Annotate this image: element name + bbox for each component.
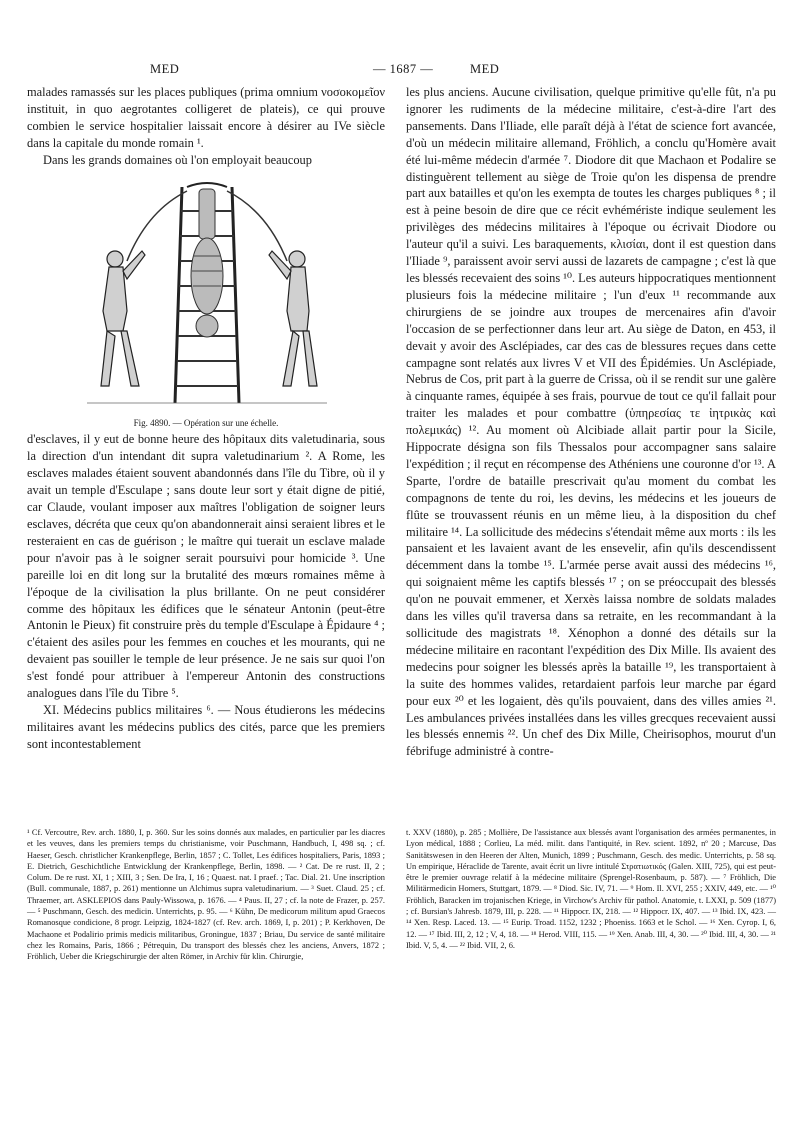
- left-paragraph-3: d'esclaves, il y eut de bonne heure des hôpitaux dits valetudinaria, sous la direction d'un intendant dit supra valetudinarium ². A Rome, les esclaves malades étaient souvent abandonnés dans l'île du Tibre, où il y avait un temple d'Esculape ; sans doute leur sort y était digne de pitié, car Claude, voulant imposer aux maîtres l'obligation de soigner leurs esclaves, décréta que ceux qu'on abandonnerait ainsi seraient libres et le resteraient en cas de guérison ; le maître qui tuerait un esclave malade pour n'avoir pas à le soigner serait poursuivi pour homicide ³. Une pareille loi en dit long sur la brutalité des mœurs romaines même à l'époque de la civilisation la plus brillante. On ne peut considérer comme des hôpitaux les édifices que le sénateur Antonin (peut-être Antonin le Pieux) fit construire près du temple d'Esculape à Épidaure ⁴ ; c'étaient des asiles pour les femmes en couches et les mourants, qui ne devaient pas souiller le temple de leur présence. Je ne sais sur quoi l'on s'est fondé pour attribuer à l'empereur Antonin des constructions analogues dans l'île du Tibre ⁵.: [27, 432, 385, 701]
- left-paragraph-4: XI. Médecins publics militaires ⁶. — Nous étudierons les médecins militaires avant les médecins publics des cités, parce que les premiers sont incontestablement: [27, 702, 385, 751]
- figure-ladder-operation: [27, 181, 385, 415]
- header-right: MED: [470, 62, 500, 76]
- running-header: [0, 62, 800, 82]
- left-column: [27, 84, 385, 753]
- footnotes-right-text: t. XXV (1880), p. 285 ; Mollière, De l'assistance aux blessés avant l'organisation des armées permanentes, in Lyon médical, 1888 ; Corlieu, La méd. milit. dans l'antiquité, in Rev. scient. 1892, nº 20 ; Marcuse, Das Sanitätswesen in den Heeren der Alten, Munich, 1899 ; Puschmann, Gesch. des medic. Unterrichts, p. 58 sq. Un empirique, Héraclide de Tarente, avait écrit un livre intitulé Στρατιωτικός (Galen. XIII, 725), qui est peut-être le premier ouvrage relatif à la médecine militaire (Sprengel-Rosenbaum, p. 587). — ⁷ Fröhlich, Die Militärmedicin Homers, Stuttgart, 1879. — ⁸ Diod. Sic. IV, 71. — ⁹ Hom. Il. XVI, 255 ; XXIV, 449, etc. — ¹⁰ Fröhlich, Baracken im trojanischen Kriege, in Virchow's Archiv für pathol. Anatomie, t. LXXI, p. 509 (1877) ; cf. Bursian's Jahresb. 1879, III, p. 228. — ¹¹ Hippocr. IX, 218. — ¹² Hippocr. IX, 407. — ¹³ Ibid. IX, 423. — ¹⁴ Xen. Resp. Laced. 13. — ¹⁵ Eurip. Troad. 1152, 1232 ; Phoeniss. 1663 et le Schol. — ¹⁶ Xen. Cyrop. I, 6, 12. — ¹⁷ Ibid. III, 2, 12 ; V, 4, 18. — ¹⁸ Herod. VIII, 115. — ¹⁹ Xen. Anab. III, 4, 30. — ²⁰ Ibid. III, 4, 30. — ²¹ Ibid. V, 5, 4. — ²² Ibid. VII, 2, 6.: [406, 828, 776, 950]
- left-paragraph-2: Dans les grands domaines où l'on employait beaucoup: [43, 152, 312, 167]
- footnotes-left: [27, 827, 385, 963]
- ladder-operation-illustration: [87, 181, 327, 415]
- header-left: MED: [150, 62, 180, 76]
- footnotes-left-text: ¹ Cf. Vercoutre, Rev. arch. 1880, I, p. 360. Sur les soins donnés aux malades, en particulier par les diacres et les veuves, dans les premiers temps du christianisme, voir Puschmann, Handbuch, I, 498 sq. ; cf. Haeser, Gesch. christlicher Krankenpflege, Berlin, 1857 ; C. Tollet, Les édifices hospitaliers, Paris, 1893 ; E. Dietrich, Geschichtliche Entwicklung der Krankenpflege, Berlin, 1898. — ² Cat. De re rust. II, 2 ; Colum. De re rust. XI, 1 ; XIII, 3 ; Sen. De Ira, I, 16 ; Quaest. nat. I praef. ; Tac. Dial. 21. Une inscription (Bull. communale, 1887, p. 261) mentionne un Alchimus supra valetudinarium. — ³ Suet. Claud. 25 ; cf. Thraemer, art. ASKLEPIOS dans Pauly-Wissowa, p. 1676. — ⁴ Paus. II, 27 ; cf. la note de Frazer, p. 257. — ⁵ Puschmann, Gesch. des medicin. Unterrichts, p. 95. — ⁶ Kühn, De medicorum militum apud Graecos Romanosque condicione, 8 progr. Leipzig, 1824-1827 (cf. Rev. arch. 1869, I, p. 201) ; P. Kerkhoven, De Machaone et Podalirio primis medicis militaribus, Groningue, 1837 ; Briau, Du service de santé militaire chez les Romains, Paris, 1866 ; Pétrequin, Du transport des blessés chez les anciens, Anvers, 1872 ; Fröhlich, Ueber die Kriegschirurgie der alten Römer, in Archiv für klin. Chirurgie,: [27, 828, 385, 962]
- right-column: [406, 84, 776, 760]
- left-paragraph-1: malades ramassés sur les places publiques (prima omnium νοσοκομεῖον instituit, in quo aegrotantes colligeret de plateis), ce qui prouve combien le service hospitalier laissait encore à désirer au IVe siècle dans la capitale du monde romain ¹.: [27, 85, 385, 150]
- right-paragraph-1: les plus anciens. Aucune civilisation, quelque primitive qu'elle fût, n'a pu ignorer les rudiments de la médecine militaire, c'est-à-dire l'art des pansements. Dans l'Iliade, elle paraît déjà à l'état de science fort avancée, d'où un médecin militaire allemand, Fröhlich, a conclu qu'Homère avait été lui-même médecin d'armée ⁷. Diodore dit que Machaon et Podalire se distinguèrent tellement au siège de Troie qu'on les dispensa de prendre part aux batailles et qu'on les exempta de toutes les charges publiques ⁸ ; il est à peine besoin de dire que ce récit evhémériste indique seulement les privilèges des médecins militaires à l'époque ou écrivait Diodore ou l'auteur qu'il a suivi. Les baraquements, κλισίαι, dont il est question dans l'Iliade ⁹, paraissent avoir servi aussi de lazarets de campagne ; c'est là que les blessés recevaient des soins ¹⁰. Les auteurs hippocratiques mentionnent plusieurs fois la médecine militaire ; l'un d'eux ¹¹ recommande aux chirurgiens de se joindre aux troupes de mercenaires afin d'avoir l'occasion de se perfectionner dans leur art. Au siège de Daton, en 453, il devait y avoir des Asclépiades, car des cas de blessures reçues dans cette campagne sont relatés aux livres V et VII des Épidémies. Un Asclépiade, Nebrus de Cos, prit part à la guerre de Crissa, où il se rendit sur une galère à cinquante rames, équipée à ses frais, pourvue de tout ce qu'il fallait pour traiter les malades et pour combattre (ὑπηρεσίας τε ἰητρικὰς καὶ πολεμικάς) ¹². Au moment où Alcibiade allait partir pour la Sicile, Hippocrate désigna son fils Thessalos pour accompagner sans salaire l'expédition ; il reçut en récompense des Athéniens une couronne d'or ¹³. A Sparte, l'ordre de bataille prescrivait qu'au moment du combat les compagnons de tente du roi, les devins, les médecins et les joueurs de flûte se trouvassent réunis en un même lieu, à la disposition du chef militaire ¹⁴. La sollicitude des médecins s'étendait même aux morts : ils les pansaient et les lavaient avant de les ensevelir, afin qu'ils descendissent décemment dans la tombe ¹⁵. L'armée perse avait aussi des médecins ¹⁶, qui soignaient même les captifs blessés ¹⁷ ; on se préoccupait des blessés qu'on ne pouvait emmener, et Xerxès laissa nombre de soldats malades dans les villes qu'il traversa dans sa retraite, en les recommandant à la sollicitude des magistrats ¹⁸. Xénophon a donné des détails sur la médecine militaire en racontant l'expédition des Dix Mille. Ils avaient des medecins pour soigner les blessés après la bataille ¹⁹, les transportaient à la suite des hommes valides, retardaient parfois leur marche par égard pour eux ²⁰ et les logaient, dès qu'ils pouvaient, dans des villes amies ²¹. Les ambulances privées installées dans les villes grecques recevaient aussi les blessés ennemis ²². Un chef des Dix Mille, Cheirisophos, mourut d'un fébrifuge administré à contre-: [406, 85, 776, 759]
- figure-caption: Fig. 4890. — Opération sur une échelle.: [133, 417, 279, 428]
- footnotes-right: [406, 827, 776, 951]
- page-number: — 1687 —: [373, 62, 434, 76]
